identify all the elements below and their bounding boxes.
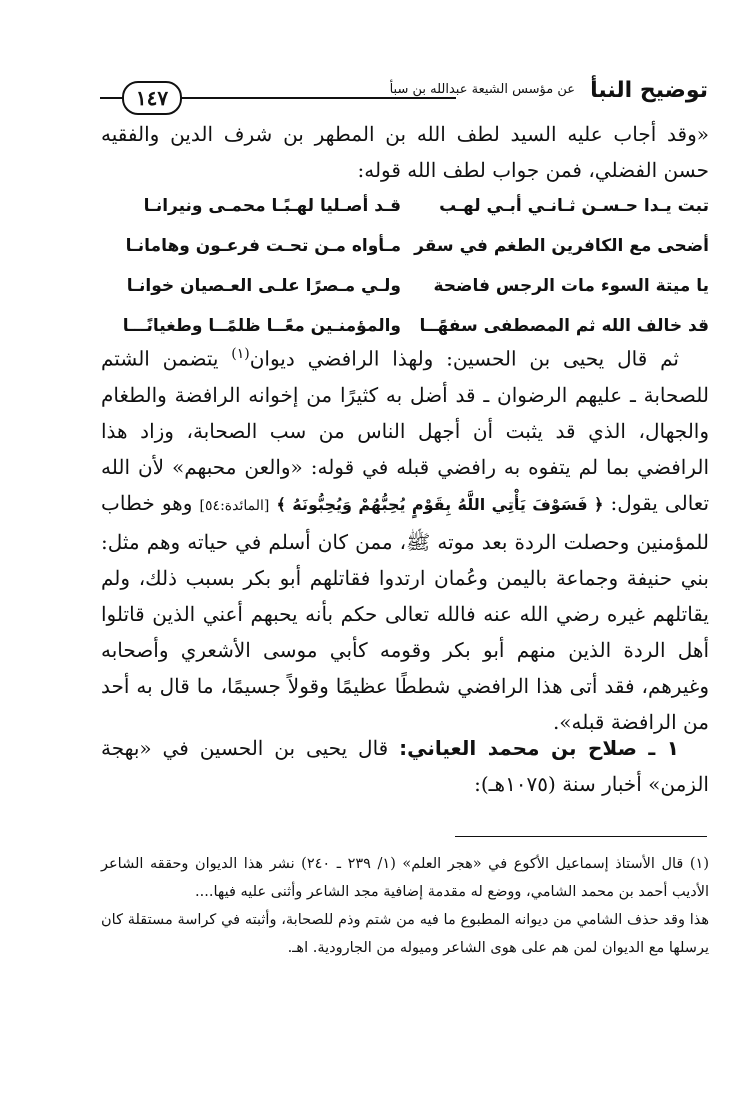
- book-subtitle: عن مؤسس الشيعة عبدالله بن سبأ: [389, 82, 575, 97]
- poem-verse: [101, 276, 709, 316]
- footnote-1: (١) قال الأستاذ إسماعيل الأكوع في «هجر العلم» (١/ ٢٣٩ ـ ٢٤٠) نشر هذا الديوان وحققه الشاعر الأديب أحمد بن محمد الشامي، ووضع له مقدمة إضافية مجد الشاعر وأثنى عليه فيها....: [101, 856, 710, 900]
- verse-first-hemistich: قد خالف الله ثم المصطفى سفهًــا: [419, 316, 709, 336]
- verse-first-hemistich: يا ميتة السوء مات الرجس فاضحة: [433, 276, 709, 296]
- quran-reference: [المائدة:٥٤]: [199, 497, 270, 514]
- book-title: توضيح النبأ: [590, 78, 708, 103]
- footnotes: [101, 850, 709, 962]
- verse-first-hemistich: أضحى مع الكافرين الطغم في سقر: [414, 236, 709, 256]
- paragraph-text: يتضمن الشتم للصحابة ـ عليهم الرضوان ـ قد أضل به كثيرًا من إخوانه الرافضة والطغام والجهال، الذي قد يثبت أن أجهل الناس من سب الصحابة، وزاد هذا الرافضي بما لم يتفوه به رافضي قبله في قوله: «والعن محبهم» لأن الله تعالى يقول:: [101, 346, 710, 515]
- footnote-reference: (١): [231, 346, 250, 362]
- footnote-separator: [455, 836, 707, 837]
- verse-second-hemistich: قـد أصـليا لهـبًـا محمـى ونيرانـا: [143, 196, 401, 216]
- paragraph-text-continued: وهو خطاب للمؤمنين وحصلت الردة بعد موته ﷺ، ممن كان أسلم في حياته وهم مثل: بني حنيفة وجماعة باليمن وعُمان ارتدوا فقاتلهم أبو بكر بسبب ذلك، ولم يقاتلهم غيره رضي الله عنه فالله تعالى حكم بأنه يحبهم أعني الذين قاتلوا أهل الردة الذين منهم أبو بكر وقومه كأبي موسى الأشعري وأصحابه وغيرهم، فقد أتى هذا الرافضي شططًا عظيمًا وقولاً جسيمًا، ما قال به أحد من الرافضة قبله».: [101, 490, 709, 734]
- header-rule: [180, 97, 456, 99]
- poem-verse: [101, 196, 709, 236]
- section-heading: ١ ـ صلاح بن محمد العياني:: [399, 736, 679, 760]
- intro-paragraph: «وقد أجاب عليه السيد لطف الله بن المطهر بن شرف الدين والفقيه حسن الفضلي، فمن جواب لطف الله قوله:: [101, 122, 709, 182]
- verse-second-hemistich: والمؤمنـين معًــا ظلمًــا وطغيانًـــا: [122, 316, 401, 336]
- verse-second-hemistich: ولـي مـصرًا علـى العـصيان خوانـا: [126, 276, 401, 296]
- verse-second-hemistich: مـأواه مـن تحـت فرعـون وهامانـا: [125, 236, 401, 256]
- paragraph-start: ثم قال يحيى بن الحسين: ولهذا الرافضي ديوان: [249, 346, 679, 371]
- footnote-1-continued: هذا وقد حذف الشامي من ديوانه المطبوع ما فيه من شتم وذم للصحابة، وأثبته في كراسة مستقلة كان يرسلها مع الديوان لمن هم على هوى الشاعر وميوله من الجارودية. اهـ.: [101, 912, 709, 956]
- page-header: [100, 70, 708, 110]
- poem: [101, 196, 709, 356]
- main-paragraph: [101, 336, 709, 740]
- section-paragraph: [101, 730, 709, 802]
- verse-first-hemistich: تبت يـدا حـسـن ثـانـي أبـي لهـب: [439, 196, 709, 216]
- page-number: ١٤٧: [122, 81, 182, 115]
- quran-verse: ﴿ فَسَوْفَ يَأْتِي اللَّهُ بِقَوْمٍ يُحِبُّهُمْ وَيُحِبُّونَهُ ﴾: [276, 494, 604, 514]
- poem-verse: [101, 236, 709, 276]
- header-rule-left: [100, 97, 122, 99]
- section-text: قال يحيى بن الحسين في «بهجة الزمن» أخبار سنة (١٠٧٥هـ):: [101, 736, 709, 796]
